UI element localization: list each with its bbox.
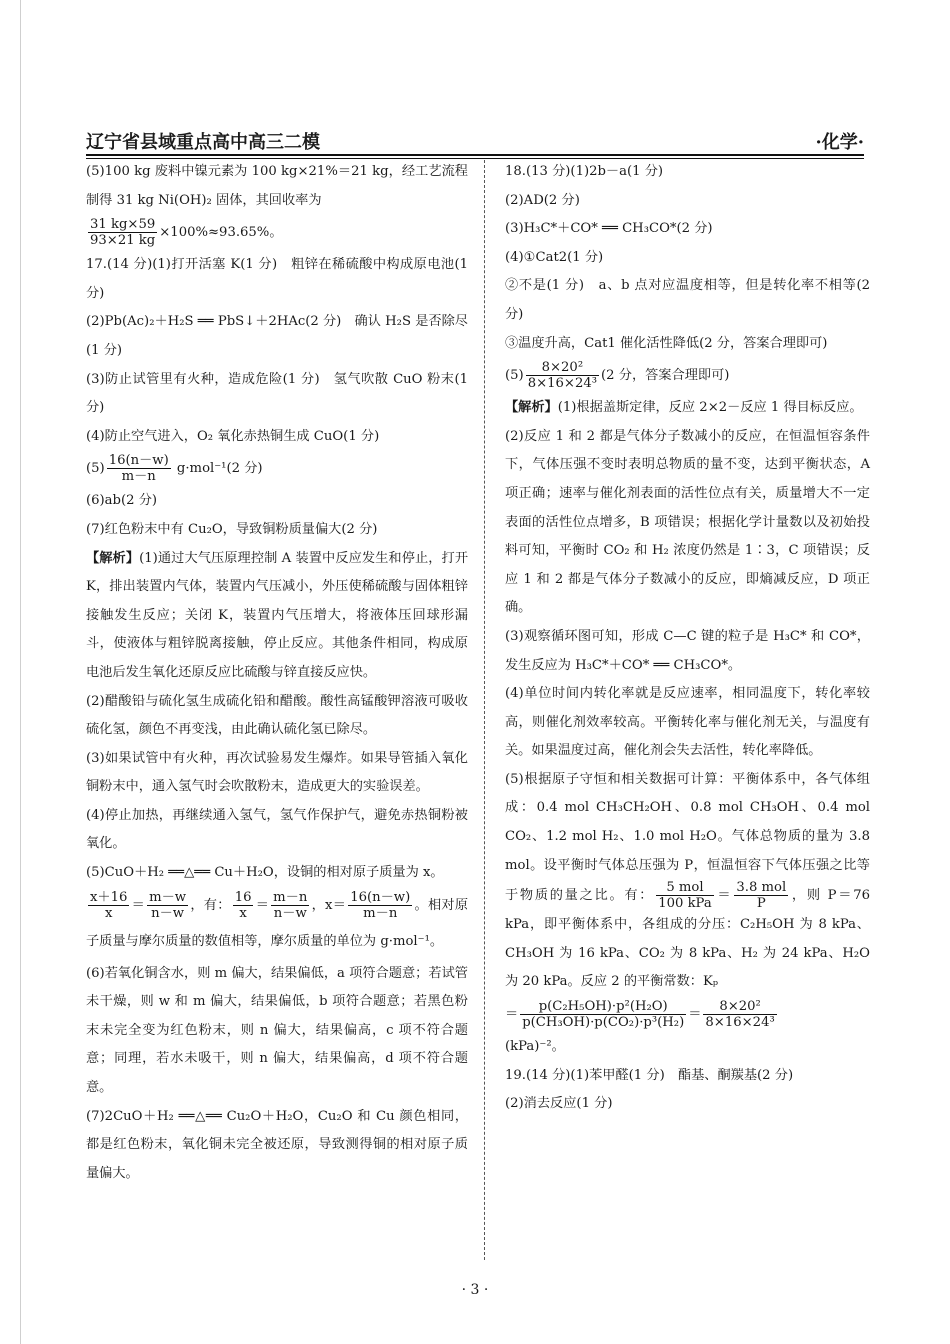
fraction-denominator: 93×21 kg xyxy=(90,233,156,249)
explanation-paragraph: (5)CuO＋H₂ ══△══ Cu＋H₂O，设铜的相对原子质量为 x。 xyxy=(86,865,444,881)
fraction-denominator: 8×16×24³ xyxy=(527,376,598,392)
answer-line: (4)防止空气进入，O₂ 氧化赤热铜生成 CuO(1 分) xyxy=(86,428,380,444)
text-run: (5) xyxy=(505,368,524,384)
explanation-paragraph: (2)反应 1 和 2 都是气体分子数减小的反应，在恒温恒容条件下，气体压强不变时表明总物质的量不变，达到平衡状态，A 项正确；速率与催化剂表面的活性位点有关，质量增大不一定表面的活性位点增多，B 项错误；根据化学计量数以及初始投料可知，平衡时 CO₂ 和 H₂ 浓度仍然是 1∶3，C 项错误；反应 1 和 2 都是气体分子数减小的反应，即熵减反应，D 项正确。 xyxy=(505,428,870,616)
text-run: (5) xyxy=(86,461,105,477)
column-divider xyxy=(484,160,485,1260)
answer-line: (4)①Cat2(1 分) xyxy=(505,249,604,265)
answer-line: (6)ab(2 分) xyxy=(86,493,158,509)
answer-line xyxy=(505,358,870,394)
fraction-denominator: 8×16×24³ xyxy=(705,1015,775,1031)
fraction xyxy=(520,999,686,1030)
fraction-denominator: P xyxy=(756,896,766,912)
answer-line xyxy=(86,451,468,487)
fraction-numerator: x＋16 xyxy=(90,889,128,905)
text-run: ＝ xyxy=(688,1007,702,1023)
right-column xyxy=(505,158,870,1119)
exam-title: 辽宁省县域重点高中高三二模 xyxy=(86,132,320,153)
fraction xyxy=(88,890,129,921)
fraction xyxy=(703,999,776,1030)
fraction xyxy=(734,880,788,911)
answer-line: (kPa)⁻²。 xyxy=(505,1039,565,1055)
fraction xyxy=(526,360,599,391)
question-19-answer: 19.(14 分)(1)苯甲醛(1 分) 酯基、酮羰基(2 分) xyxy=(505,1067,794,1083)
fraction xyxy=(88,217,157,248)
explanation-paragraph xyxy=(86,545,468,688)
answer-line: ②不是(1 分) a、b 点对应温度相等，但是转化率不相等(2 分) xyxy=(505,278,870,322)
text-run: ＝ xyxy=(505,1007,519,1023)
fraction-numerator: m－w xyxy=(149,889,187,905)
fraction-numerator: 16(n－w) xyxy=(108,453,169,469)
explanation-paragraph: (4)单位时间内转化率就是反应速率，相同温度下，转化率较高，则催化剂效率较高。平衡转化率与催化剂无关，与温度有关。如果温度过高，催化剂会失去活性，转化率降低。 xyxy=(505,686,870,759)
answer-line: (3)H₃C*＋CO* ══ CH₃CO*(2 分) xyxy=(505,221,713,237)
fraction-numerator: 5 mol xyxy=(656,880,714,896)
explanation-paragraph: (3)如果试管中有火种，再次试验易发生爆炸。如果导管插入氧化铜粉末中，通入氢气时会吹散粉末，造成更大的实验误差。 xyxy=(86,750,468,795)
answer-line: (2)AD(2 分) xyxy=(505,192,580,208)
fraction-numerator: 16(n－w) xyxy=(350,889,411,905)
answer-line: (5)100 kg 废料中镍元素为 100 kg×21%＝21 kg，经工艺流程制得 31 kg Ni(OH)₂ 固体，其回收率为 xyxy=(86,164,468,208)
left-column xyxy=(86,158,468,1188)
fraction-denominator: p(CH₃OH)·p(CO₂)·p³(H₂) xyxy=(522,1015,685,1031)
text-run: ×100%≈93.65%。 xyxy=(159,225,283,241)
explanation-paragraph: (6)若氧化铜含水，则 m 偏大，结果偏低，a 项符合题意；若试管未干燥，则 w 和 m 偏大，结果偏低，b 项符合题意；若黑色粉末未完全变为红色粉末，则 n 偏大，结果偏高，c 项不符合题意；同理，若水未吸干，则 n 偏大，结果偏高，d 项不符合题意。 xyxy=(86,965,468,1096)
text-run: (2 分，答案合理即可) xyxy=(601,368,730,384)
text-run: ，x＝ xyxy=(311,897,347,913)
answer-line xyxy=(86,215,468,251)
subject-label: ·化学· xyxy=(815,132,864,153)
explanation-paragraph: (3)观察循环图可知，形成 C—C 键的粒子是 H₃C* 和 CO*，发生反应为 H₃C*＋CO* ══ CH₃CO*。 xyxy=(505,628,870,673)
explanation-label: 【解析】 xyxy=(505,400,558,416)
fraction-numerator: 16 xyxy=(234,889,252,905)
fraction-denominator: m－n xyxy=(363,905,398,921)
fraction xyxy=(107,453,171,484)
fraction-numerator: m－n xyxy=(273,889,308,905)
fraction-denominator: m－n xyxy=(121,469,156,485)
explanation-paragraph xyxy=(505,394,870,423)
explanation-paragraph: (7)2CuO＋H₂ ══△══ Cu₂O＋H₂O，Cu₂O 和 Cu 颜色相同，都是红色粉末，氧化铜未完全被还原，导致测得铜的相对原子质量偏大。 xyxy=(86,1108,468,1181)
explanation-paragraph: (2)醋酸铅与硫化氢生成硫化铅和醋酸。酸性高锰酸钾溶液可吸收硫化氢，颜色不再变浅，由此确认硫化氢已除尽。 xyxy=(86,693,468,738)
answer-line: (3)防止试管里有火种，造成危险(1 分) 氢气吹散 CuO 粉末(1 分) xyxy=(86,371,468,416)
fraction-denominator: 100 kPa xyxy=(658,896,712,912)
equation-line xyxy=(86,888,468,960)
text-run: (1)根据盖斯定律，反应 2×2－反应 1 得目标反应。 xyxy=(557,400,863,416)
fraction-denominator: n－w xyxy=(273,905,307,921)
question-18-answer: 18.(13 分)(1)2b－a(1 分) xyxy=(505,164,664,179)
fraction xyxy=(348,890,412,921)
fraction xyxy=(233,890,254,921)
fraction-denominator: x xyxy=(239,905,247,921)
fraction-numerator: p(C₂H₅OH)·p²(H₂O) xyxy=(520,999,686,1015)
fraction xyxy=(656,880,714,911)
text-run: ，有： xyxy=(190,897,231,913)
answer-line: (7)红色粉末中有 Cu₂O，导致铜粉质量偏大(2 分) xyxy=(86,521,378,537)
fraction-numerator: 3.8 mol xyxy=(736,880,787,896)
fraction xyxy=(271,890,309,921)
question-17-answer: 17.(14 分)(1)打开活塞 K(1 分) 粗锌在稀硫酸中构成原电池(1 分) xyxy=(86,257,468,301)
page-number: · 3 · xyxy=(461,1282,489,1298)
text-run: (1)通过大气压原理控制 A 装置中反应发生和停止，打开 K，排出装置内气体，装置内气压减小，外压使稀硫酸与固体粗锌接触发生反应；关闭 K，装置内气压增大，将液体压回球形漏斗，使液体与粗锌脱离接触，停止反应。其他条件相同，构成原电池后发生氧化还原反应比硫酸与锌直接反应快。 xyxy=(86,550,469,680)
answer-line: ③温度升高，Cat1 催化活性降低(2 分，答案合理即可) xyxy=(505,335,828,351)
fraction-numerator: 31 kg×59 xyxy=(90,217,156,233)
equation-line xyxy=(505,997,870,1033)
fraction-denominator: n－w xyxy=(151,905,185,921)
explanation-paragraph: (4)停止加热，再继续通入氢气，氢气作保护气，避免赤热铜粉被氧化。 xyxy=(86,807,468,852)
fraction-denominator: x xyxy=(104,905,113,921)
text-run: ，则 P＝76 kPa，即平衡体系中，各组成的分压：C₂H₅OH 为 8 kPa、CH₃OH 为 16 kPa、CO₂ 为 8 kPa、H₂ 为 24 kPa、H₂O 为 20 kPa。反应 2 的平衡常数：Kₚ xyxy=(505,888,870,990)
page-header xyxy=(86,128,864,156)
text-run: g·mol⁻¹(2 分) xyxy=(172,461,263,477)
fraction xyxy=(147,890,188,921)
answer-line: (2)Pb(Ac)₂＋H₂S ══ PbS↓＋2HAc(2 分) 确认 H₂S 是否除尽(1 分) xyxy=(86,314,468,358)
fraction-numerator: 8×20² xyxy=(526,360,599,376)
text-run: ＝ xyxy=(131,897,146,913)
scan-edge-line xyxy=(20,0,21,1344)
text-run: (5)根据原子守恒和相关数据可计算：平衡体系中，各气体组成：0.4 mol CH₃CH₂OH、0.8 mol CH₃OH、0.4 mol CO₂、1.2 mol H₂、1.0 mol H₂O。气体总物质的量为 3.8 mol。设平衡时气体总压强为 P，恒温恒容下气体压强之比等于物质的量之比。有： xyxy=(505,771,870,904)
header-rule xyxy=(86,154,864,156)
fraction-numerator: 8×20² xyxy=(703,999,776,1015)
text-run: ＝ xyxy=(715,888,733,904)
text-run: ＝ xyxy=(255,897,270,913)
text-run: 。相对原子质量与摩尔质量的数值相等，摩尔质量的单位为 g·mol⁻¹。 xyxy=(86,897,469,949)
explanation-paragraph xyxy=(505,766,870,997)
answer-line: (2)消去反应(1 分) xyxy=(505,1096,613,1112)
explanation-label: 【解析】 xyxy=(86,550,140,566)
